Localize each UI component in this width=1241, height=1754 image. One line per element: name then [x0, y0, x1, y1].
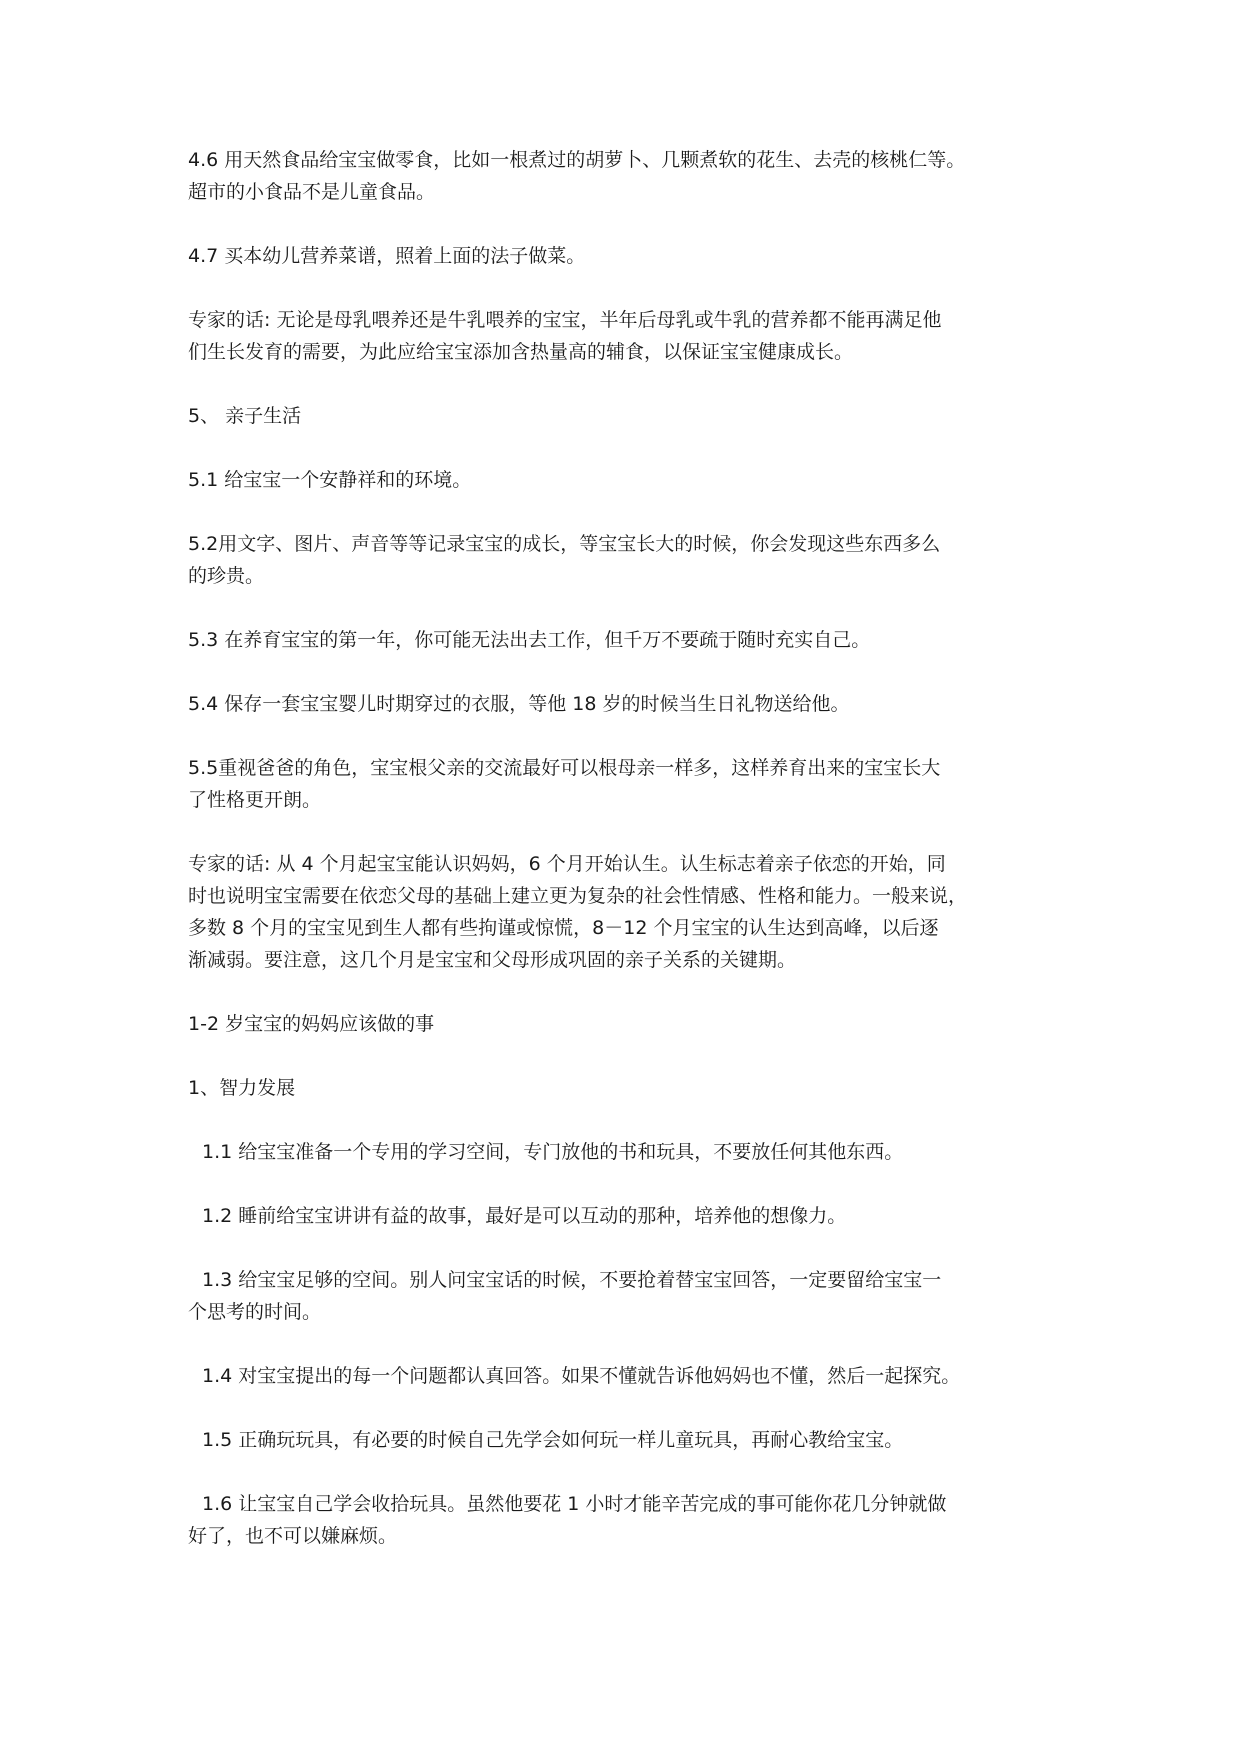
- paragraph: [188, 1136, 1068, 1168]
- paragraph: [188, 1264, 1068, 1328]
- paragraph: [188, 1008, 1068, 1040]
- paragraph: [188, 240, 1068, 272]
- paragraph: [188, 464, 1068, 496]
- paragraph-line: 1.5 正确玩玩具，有必要的时候自己先学会如何玩一样儿童玩具，再耐心教给宝宝。: [202, 1429, 904, 1451]
- paragraph-line: 了性格更开朗。: [188, 789, 322, 811]
- paragraph-line: 个思考的时间。: [188, 1301, 322, 1323]
- document-page: [188, 144, 1068, 1584]
- paragraph: [188, 1200, 1068, 1232]
- paragraph-line: 的珍贵。: [188, 565, 265, 587]
- paragraph: [188, 848, 1068, 976]
- paragraph-line: 1.3 给宝宝足够的空间。别人问宝宝话的时候，不要抢着替宝宝回答，一定要留给宝宝一: [202, 1269, 942, 1291]
- paragraph-line: 5.1 给宝宝一个安静祥和的环境。: [188, 469, 472, 491]
- paragraph-line: 好了，也不可以嫌麻烦。: [188, 1525, 398, 1547]
- paragraph-line: 1、智力发展: [188, 1077, 296, 1099]
- paragraph-line: 4.6 用天然食品给宝宝做零食，比如一根煮过的胡萝卜、几颗煮软的花生、去壳的核桃仁等。: [188, 149, 966, 171]
- paragraph-line: 时也说明宝宝需要在依恋父母的基础上建立更为复杂的社会性情感、性格和能力。一般来说，: [188, 885, 968, 907]
- paragraph: [188, 624, 1068, 656]
- paragraph: [188, 304, 1068, 368]
- paragraph-line: 5.4 保存一套宝宝婴儿时期穿过的衣服，等他 18 岁的时候当生日礼物送给他。: [188, 693, 850, 715]
- paragraph-line: 1.6 让宝宝自己学会收拾玩具。虽然他要花 1 小时才能辛苦完成的事可能你花几分钟就做: [202, 1493, 947, 1515]
- paragraph: [188, 528, 1068, 592]
- paragraph-line: 专家的话: 无论是母乳喂养还是牛乳喂养的宝宝，半年后母乳或牛乳的营养都不能再满足他: [188, 309, 942, 331]
- paragraph-line: 5.2用文字、图片、声音等等记录宝宝的成长，等宝宝长大的时候，你会发现这些东西多么: [188, 533, 941, 555]
- paragraph-line: 们生长发育的需要，为此应给宝宝添加含热量高的辅食，以保证宝宝健康成长。: [188, 341, 854, 363]
- paragraph-line: 4.7 买本幼儿营养菜谱，照着上面的法子做菜。: [188, 245, 586, 267]
- paragraph-line: 5、 亲子生活: [188, 405, 302, 427]
- paragraph: [188, 1072, 1068, 1104]
- paragraph-line: 5.5重视爸爸的角色，宝宝根父亲的交流最好可以根母亲一样多，这样养育出来的宝宝长大: [188, 757, 941, 779]
- paragraph-line: 渐减弱。要注意，这几个月是宝宝和父母形成巩固的亲子关系的关键期。: [188, 949, 797, 971]
- paragraph-line: 超市的小食品不是儿童食品。: [188, 181, 436, 203]
- paragraph: [188, 1488, 1068, 1552]
- paragraph: [188, 1360, 1068, 1392]
- paragraph-line: 5.3 在养育宝宝的第一年，你可能无法出去工作，但千万不要疏于随时充实自己。: [188, 629, 871, 651]
- paragraph: [188, 400, 1068, 432]
- paragraph-line: 多数 8 个月的宝宝见到生人都有些拘谨或惊慌，8－12 个月宝宝的认生达到高峰，以后逐: [188, 917, 939, 939]
- paragraph: [188, 144, 1068, 208]
- paragraph-line: 1.1 给宝宝准备一个专用的学习空间，专门放他的书和玩具，不要放任何其他东西。: [202, 1141, 904, 1163]
- paragraph-line: 1.4 对宝宝提出的每一个问题都认真回答。如果不懂就告诉他妈妈也不懂，然后一起探究。: [202, 1365, 961, 1387]
- paragraph-line: 1-2 岁宝宝的妈妈应该做的事: [188, 1013, 435, 1035]
- paragraph-line: 1.2 睡前给宝宝讲讲有益的故事，最好是可以互动的那种，培养他的想像力。: [202, 1205, 847, 1227]
- paragraph: [188, 688, 1068, 720]
- paragraph: [188, 1424, 1068, 1456]
- paragraph-line: 专家的话: 从 4 个月起宝宝能认识妈妈，6 个月开始认生。认生标志着亲子依恋的开始，同: [188, 853, 946, 875]
- paragraph: [188, 752, 1068, 816]
